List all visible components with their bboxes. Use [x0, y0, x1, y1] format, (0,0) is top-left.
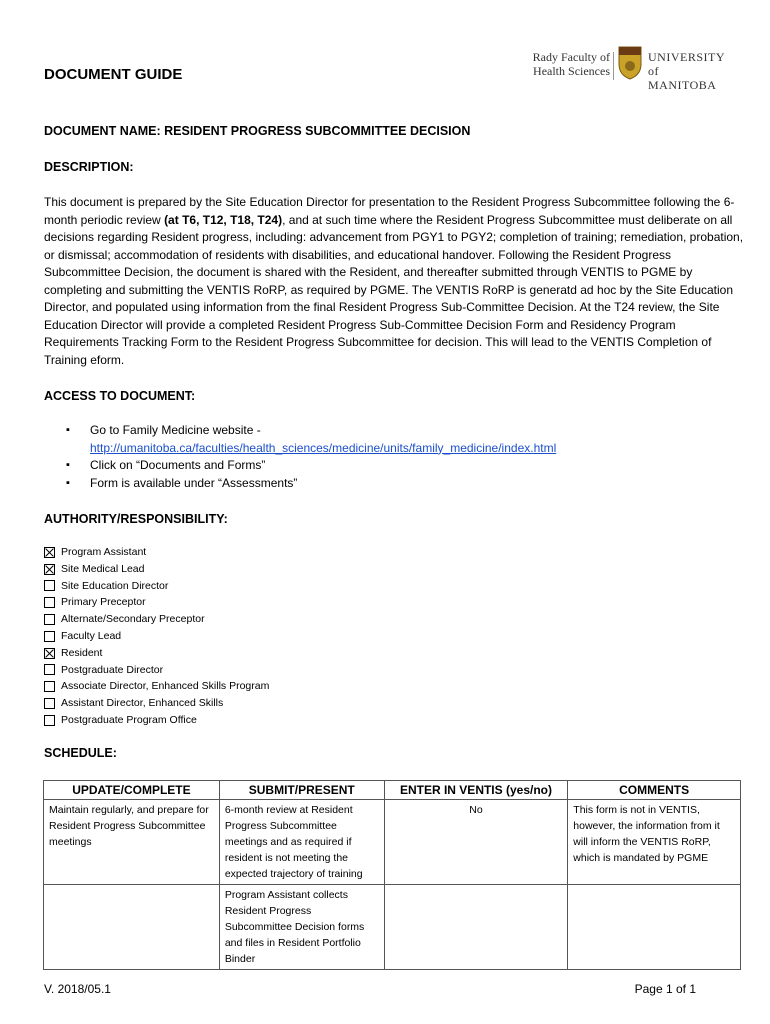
list-item: [66, 475, 556, 493]
checkbox-label: Resident: [61, 646, 103, 659]
table-row: [44, 800, 741, 885]
column-header-comments: COMMENTS: [568, 781, 741, 800]
checkbox[interactable]: [44, 681, 55, 692]
faculty-name-line1: Rady Faculty of: [532, 50, 610, 64]
checkbox[interactable]: [44, 648, 55, 659]
table-cell: 6-month review at Resident Progress Subcommittee meetings and as required if resident is not meeting the expected trajectory of training: [219, 800, 384, 885]
description-text: [44, 194, 744, 369]
column-header-update: UPDATE/COMPLETE: [44, 781, 220, 800]
list-item: [44, 561, 269, 578]
checkbox[interactable]: [44, 614, 55, 625]
checkbox-label: Primary Preceptor: [61, 596, 146, 609]
checkbox[interactable]: [44, 631, 55, 642]
access-heading: ACCESS TO DOCUMENT:: [44, 389, 196, 403]
checkbox-label: Site Education Director: [61, 579, 169, 592]
university-name-line1: UNIVERSITY: [648, 50, 725, 64]
family-medicine-link[interactable]: http://umanitoba.ca/faculties/health_sciences/medicine/units/family_medicine/index.html: [90, 440, 557, 455]
list-item: [44, 695, 269, 712]
description-text-part1: This document is prepared by the Site Education Director for presentation to the Resident Progress Subcommittee following the 6-month periodic review: [44, 195, 735, 227]
column-header-ventis: ENTER IN VENTIS (yes/no): [384, 781, 568, 800]
faculty-name: [533, 50, 610, 78]
page-number: Page 1 of 1: [634, 982, 696, 996]
column-header-submit: SUBMIT/PRESENT: [219, 781, 384, 800]
description-text-part2: , and at such time where the Resident Progress Subcommittee must deliberate on all decisions regarding Resident progress, including: advancement from PGY1 to PGY2; completion of training; remediation, probation, or dismissal; accommodation of residents with disabilities, and educational handover. Following the Resident Progress Subcommittee Decision, the document is shared with the Resident, and thereafter submitted through VENTIS to PGME by completing and submitting the VENTIS RoRP, as required by PGME. The VENTIS RoRP is generatd ad hoc by the Site Education Director, and populated using information from the final Resident Progress Sub-Committee Decision. At the T24 review, the Site Education Director will provide a completed Resident Progress Sub-Committee Decision Form and Residency Program Requirements Tracking Form to the Resident Progress Subcommittee for decision. This will lead to the VENTIS Completion of Training eform.: [44, 212, 744, 367]
logo-divider: [613, 52, 614, 80]
checkbox[interactable]: [44, 564, 55, 575]
authority-heading: AUTHORITY/RESPONSIBILITY:: [44, 512, 228, 526]
list-item: [44, 678, 269, 695]
list-item: [44, 578, 269, 595]
list-item: [44, 611, 269, 628]
table-header-row: [44, 781, 741, 800]
checkbox-label: Faculty Lead: [61, 629, 122, 642]
checkbox-label: Assistant Director, Enhanced Skills: [61, 697, 224, 710]
list-item: [44, 645, 269, 662]
university-name-line2: of MANITOBA: [648, 64, 717, 92]
table-cell: No: [384, 800, 568, 885]
table-row: [44, 885, 741, 970]
crest-icon: [618, 46, 642, 80]
checkbox[interactable]: [44, 597, 55, 608]
table-cell: [44, 885, 220, 970]
access-item-2: Click on “Documents and Forms”: [90, 458, 266, 472]
table-cell: [384, 885, 568, 970]
checkbox-label: Postgraduate Director: [61, 663, 164, 676]
page-title: DOCUMENT GUIDE: [44, 66, 183, 83]
document-name: DOCUMENT NAME: RESIDENT PROGRESS SUBCOMMITTEE DECISION: [44, 124, 471, 138]
checkbox[interactable]: [44, 715, 55, 726]
checkbox-label: Alternate/Secondary Preceptor: [61, 613, 205, 626]
access-item-1-text: Go to Family Medicine website -: [90, 423, 261, 437]
list-item: [66, 422, 556, 457]
checkbox-label: Postgraduate Program Office: [61, 713, 197, 726]
list-item: [44, 544, 269, 561]
version-label: V. 2018/05.1: [44, 982, 111, 996]
checkbox-label: Program Assistant: [61, 546, 147, 558]
university-name: [648, 50, 728, 92]
schedule-heading: SCHEDULE:: [44, 746, 117, 760]
checkbox-label: Site Medical Lead: [61, 562, 145, 575]
schedule-table: [43, 780, 741, 970]
table-cell: Program Assistant collects Resident Progress Subcommittee Decision forms and files in Resident Portfolio Binder: [219, 885, 384, 970]
checkbox[interactable]: [44, 698, 55, 709]
access-item-3: Form is available under “Assessments”: [90, 475, 298, 490]
list-item: [44, 594, 269, 611]
list-item: [44, 712, 269, 729]
checkbox-label: Associate Director, Enhanced Skills Program: [61, 680, 270, 693]
list-item: [44, 628, 269, 645]
description-text-bold: (at T6, T12, T18, T24): [164, 212, 283, 227]
list-item: [44, 662, 269, 679]
table-cell: This form is not in VENTIS, however, the information from it will inform the VENTIS RoRP, which is mandated by PGME: [568, 800, 741, 885]
checkbox[interactable]: [44, 580, 55, 591]
access-list: [66, 422, 556, 492]
checkbox[interactable]: [44, 547, 55, 558]
table-cell: Maintain regularly, and prepare for Resident Progress Subcommittee meetings: [44, 800, 220, 885]
description-heading: DESCRIPTION:: [44, 160, 134, 174]
faculty-name-line2: Health Sciences: [533, 64, 610, 78]
table-cell: [568, 885, 741, 970]
checkbox[interactable]: [44, 664, 55, 675]
university-logo: [518, 46, 728, 92]
list-item: [66, 457, 556, 475]
authority-checklist: [44, 544, 269, 729]
